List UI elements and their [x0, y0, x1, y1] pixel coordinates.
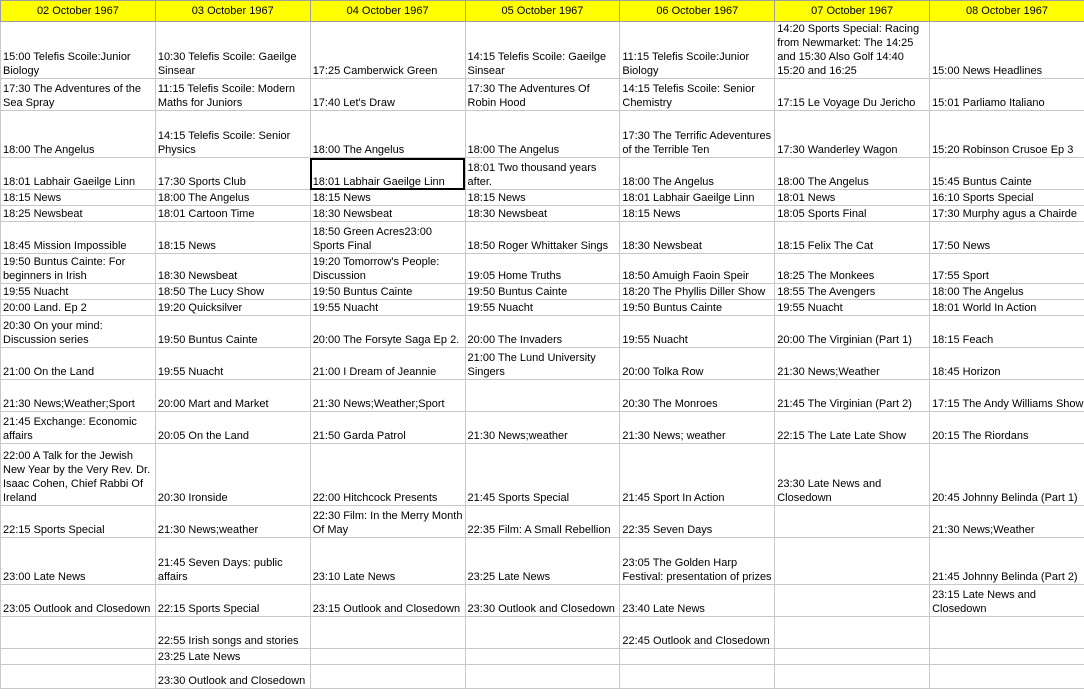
table-row	[1, 506, 1084, 538]
table-cell[interactable]	[775, 649, 930, 665]
table-row	[1, 665, 1084, 689]
table-cell[interactable]: 18:50 Amuigh Faoin Speir	[620, 254, 775, 284]
table-row	[1, 254, 1084, 284]
table-cell[interactable]: 23:30 Late News and Closedown	[775, 444, 930, 506]
table-row	[1, 617, 1084, 649]
table-cell[interactable]: 18:00 The Angelus	[1, 111, 156, 158]
table-cell[interactable]: 22:55 Irish songs and stories	[155, 617, 310, 649]
table-cell[interactable]: 19:55 Nuacht	[465, 300, 620, 316]
table-cell[interactable]: 14:20 Sports Special: Racing from Newmarket: The 14:25 and 15:30 Also Golf 14:40 15:20 and 16:25	[775, 22, 930, 79]
table-cell[interactable]: 17:30 Murphy agus a Chairde	[930, 206, 1084, 222]
table-cell[interactable]: 21:45 Sport In Action	[620, 444, 775, 506]
table-cell[interactable]: 11:15 Telefis Scoile: Modern Maths for Juniors	[155, 79, 310, 111]
table-row	[1, 538, 1084, 585]
table-cell[interactable]: 18:00 The Angelus	[620, 158, 775, 190]
table-cell[interactable]: 19:20 Tomorrow's People: Discussion	[310, 254, 465, 284]
table-cell[interactable]: 22:15 Sports Special	[155, 585, 310, 617]
table-cell[interactable]: 17:30 Wanderley Wagon	[775, 111, 930, 158]
table-cell[interactable]: 22:15 Sports Special	[1, 506, 156, 538]
table-cell[interactable]	[930, 649, 1084, 665]
table-cell[interactable]: 18:50 The Lucy Show	[155, 284, 310, 300]
table-cell[interactable]: 21:30 News;Weather;Sport	[1, 380, 156, 412]
table-cell[interactable]: 18:05 Sports Final	[775, 206, 930, 222]
table-cell[interactable]	[310, 617, 465, 649]
header-row	[1, 1, 1084, 22]
table-cell[interactable]: 23:15 Late News and Closedown	[930, 585, 1084, 617]
table-cell[interactable]: 20:15 The Riordans	[930, 412, 1084, 444]
table-cell[interactable]: 17:30 The Adventures Of Robin Hood	[465, 79, 620, 111]
table-cell[interactable]: 19:20 Quicksilver	[155, 300, 310, 316]
table-cell[interactable]: 22:15 The Late Late Show	[775, 412, 930, 444]
table-cell[interactable]: 18:25 The Monkees	[775, 254, 930, 284]
table-cell[interactable]: 18:15 News	[465, 190, 620, 206]
table-cell[interactable]: 18:01 World In Action	[930, 300, 1084, 316]
table-cell[interactable]: 17:30 The Terrific Adeventures of the Terrible Ten	[620, 111, 775, 158]
table-cell[interactable]	[930, 665, 1084, 689]
table-cell[interactable]: 20:45 Johnny Belinda (Part 1)	[930, 444, 1084, 506]
table-cell[interactable]: 22:35 Film: A Small Rebellion	[465, 506, 620, 538]
table-cell[interactable]: 18:01 Two thousand years after.	[465, 158, 620, 190]
table-cell[interactable]: 18:15 Felix The Cat	[775, 222, 930, 254]
table-row	[1, 649, 1084, 665]
table-cell[interactable]: 11:15 Telefis Scoile:Junior Biology	[620, 22, 775, 79]
table-cell[interactable]	[930, 617, 1084, 649]
table-cell[interactable]: 21:45 Seven Days: public affairs	[155, 538, 310, 585]
table-cell[interactable]: 18:50 Roger Whittaker Sings	[465, 222, 620, 254]
table-cell[interactable]: 19:50 Buntus Cainte: For beginners in Irish	[1, 254, 156, 284]
table-cell[interactable]: 19:55 Nuacht	[155, 348, 310, 380]
table-cell[interactable]: 23:30 Outlook and Closedown	[155, 665, 310, 689]
table-cell[interactable]: 15:00 Telefis Scoile:Junior Biology	[1, 22, 156, 79]
table-cell[interactable]: 22:00 A Talk for the Jewish New Year by the Very Rev. Dr. Isaac Cohen, Chief Rabbi Of Ireland	[1, 444, 156, 506]
table-cell[interactable]: 23:30 Outlook and Closedown	[465, 585, 620, 617]
table-cell[interactable]	[1, 617, 156, 649]
header-cell[interactable]: 08 October 1967	[930, 1, 1084, 22]
table-cell[interactable]: 20:05 On the Land	[155, 412, 310, 444]
table-cell[interactable]: 21:30 News;weather	[465, 412, 620, 444]
table-cell[interactable]: 22:00 Hitchcock Presents	[310, 444, 465, 506]
table-cell[interactable]: 18:30 Newsbeat	[465, 206, 620, 222]
table-cell[interactable]: 18:15 Feach	[930, 316, 1084, 348]
table-cell[interactable]	[620, 649, 775, 665]
table-cell[interactable]: 18:25 Newsbeat	[1, 206, 156, 222]
table-cell[interactable]: 16:10 Sports Special	[930, 190, 1084, 206]
table-cell[interactable]: 18:30 Newsbeat	[310, 206, 465, 222]
table-cell[interactable]: 21:30 News;weather	[155, 506, 310, 538]
table-cell[interactable]: 17:55 Sport	[930, 254, 1084, 284]
table-cell[interactable]	[465, 649, 620, 665]
table-cell[interactable]: 21:30 News;Weather	[930, 506, 1084, 538]
table-cell[interactable]: 20:30 Ironside	[155, 444, 310, 506]
table-row	[1, 158, 1084, 190]
table-cell[interactable]: 21:45 Johnny Belinda (Part 2)	[930, 538, 1084, 585]
table-cell[interactable]: 17:25 Camberwick Green	[310, 22, 465, 79]
table-cell[interactable]	[465, 665, 620, 689]
table-cell[interactable]: 19:50 Buntus Cainte	[310, 284, 465, 300]
table-cell[interactable]: 21:45 Exchange: Economic affairs	[1, 412, 156, 444]
table-cell[interactable]: 18:55 The Avengers	[775, 284, 930, 300]
table-cell[interactable]: 21:50 Garda Patrol	[310, 412, 465, 444]
table-cell[interactable]: 18:15 News	[1, 190, 156, 206]
table-cell[interactable]: 15:45 Buntus Cainte	[930, 158, 1084, 190]
table-cell[interactable]: 23:00 Late News	[1, 538, 156, 585]
table-row	[1, 348, 1084, 380]
table-cell[interactable]	[465, 617, 620, 649]
table-cell[interactable]: 19:50 Buntus Cainte	[465, 284, 620, 300]
table-cell[interactable]: 20:00 The Virginian (Part 1)	[775, 316, 930, 348]
table-cell[interactable]: 14:15 Telefis Scoile: Senior Physics	[155, 111, 310, 158]
table-cell[interactable]	[310, 665, 465, 689]
table-cell[interactable]: 21:45 Sports Special	[465, 444, 620, 506]
table-cell[interactable]: 15:00 News Headlines	[930, 22, 1084, 79]
table-cell[interactable]: 17:30 Sports Club	[155, 158, 310, 190]
header-cell[interactable]: 07 October 1967	[775, 1, 930, 22]
table-cell[interactable]: 18:00 The Angelus	[310, 111, 465, 158]
table-cell[interactable]: 21:00 On the Land	[1, 348, 156, 380]
table-cell[interactable]: 20:00 Mart and Market	[155, 380, 310, 412]
table-row	[1, 111, 1084, 158]
table-cell[interactable]: 19:55 Nuacht	[310, 300, 465, 316]
table-cell[interactable]: 17:15 The Andy Williams Show	[930, 380, 1084, 412]
table-row	[1, 444, 1084, 506]
table-cell[interactable]: 18:01 Cartoon Time	[155, 206, 310, 222]
table-row	[1, 585, 1084, 617]
table-cell[interactable]: 18:00 The Angelus	[775, 158, 930, 190]
table-cell[interactable]: 14:15 Telefis Scoile: Senior Chemistry	[620, 79, 775, 111]
table-row	[1, 22, 1084, 79]
table-cell[interactable]: 23:40 Late News	[620, 585, 775, 617]
table-row	[1, 412, 1084, 444]
table-cell[interactable]	[775, 506, 930, 538]
table-cell[interactable]: 20:00 The Forsyte Saga Ep 2.	[310, 316, 465, 348]
table-cell[interactable]	[775, 538, 930, 585]
table-cell[interactable]: 22:35 Seven Days	[620, 506, 775, 538]
table-cell[interactable]: 18:15 News	[155, 222, 310, 254]
table-row	[1, 380, 1084, 412]
table-row	[1, 206, 1084, 222]
table-cell[interactable]: 19:50 Buntus Cainte	[620, 300, 775, 316]
table-cell[interactable]: 17:40 Let's Draw	[310, 79, 465, 111]
table-cell[interactable]	[775, 585, 930, 617]
table-cell[interactable]: 19:55 Nuacht	[620, 316, 775, 348]
table-cell[interactable]: 21:45 The Virginian (Part 2)	[775, 380, 930, 412]
table-row	[1, 222, 1084, 254]
table-cell[interactable]: 20:30 The Monroes	[620, 380, 775, 412]
selected-cell[interactable]: 18:01 Labhair Gaeilge Linn	[310, 158, 465, 190]
table-cell[interactable]: 18:45 Mission Impossible	[1, 222, 156, 254]
table-cell[interactable]	[310, 649, 465, 665]
table-cell[interactable]: 18:15 News	[620, 206, 775, 222]
table-cell[interactable]: 15:01 Parliamo Italiano	[930, 79, 1084, 111]
table-cell[interactable]: 22:30 Film: In the Merry Month Of May	[310, 506, 465, 538]
header-cell[interactable]: 02 October 1967	[1, 1, 156, 22]
table-cell[interactable]: 20:00 Tolka Row	[620, 348, 775, 380]
table-cell[interactable]	[1, 665, 156, 689]
table-cell[interactable]: 18:15 News	[310, 190, 465, 206]
table-cell[interactable]: 17:30 The Adventures of the Sea Spray	[1, 79, 156, 111]
table-cell[interactable]: 18:00 The Angelus	[465, 111, 620, 158]
table-cell[interactable]: 18:00 The Angelus	[155, 190, 310, 206]
table-cell[interactable]: 10:30 Telefis Scoile: Gaeilge Sinsear	[155, 22, 310, 79]
table-cell[interactable]	[775, 617, 930, 649]
table-cell[interactable]: 21:30 News; weather	[620, 412, 775, 444]
table-cell[interactable]: 19:50 Buntus Cainte	[155, 316, 310, 348]
table-cell[interactable]: 15:20 Robinson Crusoe Ep 3	[930, 111, 1084, 158]
table-cell[interactable]	[1, 649, 156, 665]
table-cell[interactable]: 23:10 Late News	[310, 538, 465, 585]
table-cell[interactable]: 21:30 News;Weather	[775, 348, 930, 380]
table-cell[interactable]: 18:01 Labhair Gaeilge Linn	[1, 158, 156, 190]
table-row	[1, 79, 1084, 111]
table-row	[1, 190, 1084, 206]
table-cell[interactable]: 18:45 Horizon	[930, 348, 1084, 380]
table-cell[interactable]: 18:30 Newsbeat	[155, 254, 310, 284]
table-cell[interactable]: 23:05 Outlook and Closedown	[1, 585, 156, 617]
table-row	[1, 284, 1084, 300]
table-cell[interactable]: 23:05 The Golden Harp Festival: presentation of prizes	[620, 538, 775, 585]
table-cell[interactable]: 19:05 Home Truths	[465, 254, 620, 284]
table-cell[interactable]	[465, 380, 620, 412]
table-cell[interactable]: 20:30 On your mind: Discussion series	[1, 316, 156, 348]
table-cell[interactable]	[775, 665, 930, 689]
table-cell[interactable]: 19:55 Nuacht	[775, 300, 930, 316]
header-cell[interactable]: 06 October 1967	[620, 1, 775, 22]
table-cell[interactable]: 14:15 Telefis Scoile: Gaeilge Sinsear	[465, 22, 620, 79]
table-cell[interactable]: 22:45 Outlook and Closedown	[620, 617, 775, 649]
header-cell[interactable]: 03 October 1967	[155, 1, 310, 22]
table-cell[interactable]: 23:15 Outlook and Closedown	[310, 585, 465, 617]
table-cell[interactable]: 18:01 News	[775, 190, 930, 206]
table-cell[interactable]: 18:20 The Phyllis Diller Show	[620, 284, 775, 300]
header-cell[interactable]: 05 October 1967	[465, 1, 620, 22]
table-cell[interactable]: 18:50 Green Acres23:00 Sports Final	[310, 222, 465, 254]
table-cell[interactable]: 21:00 The Lund University Singers	[465, 348, 620, 380]
table-cell[interactable]	[620, 665, 775, 689]
table-cell[interactable]: 17:50 News	[930, 222, 1084, 254]
header-cell[interactable]: 04 October 1967	[310, 1, 465, 22]
table-cell[interactable]: 21:00 I Dream of Jeannie	[310, 348, 465, 380]
table-cell[interactable]: 20:00 The Invaders	[465, 316, 620, 348]
table-cell[interactable]: 21:30 News;Weather;Sport	[310, 380, 465, 412]
table-cell[interactable]: 19:55 Nuacht	[1, 284, 156, 300]
table-cell[interactable]: 23:25 Late News	[465, 538, 620, 585]
table-cell[interactable]: 18:00 The Angelus	[930, 284, 1084, 300]
table-cell[interactable]: 18:01 Labhair Gaeilge Linn	[620, 190, 775, 206]
table-row	[1, 316, 1084, 348]
table-row	[1, 300, 1084, 316]
table-cell[interactable]: 17:15 Le Voyage Du Jericho	[775, 79, 930, 111]
table-cell[interactable]: 23:25 Late News	[155, 649, 310, 665]
table-cell[interactable]: 18:30 Newsbeat	[620, 222, 775, 254]
table-cell[interactable]: 20:00 Land. Ep 2	[1, 300, 156, 316]
